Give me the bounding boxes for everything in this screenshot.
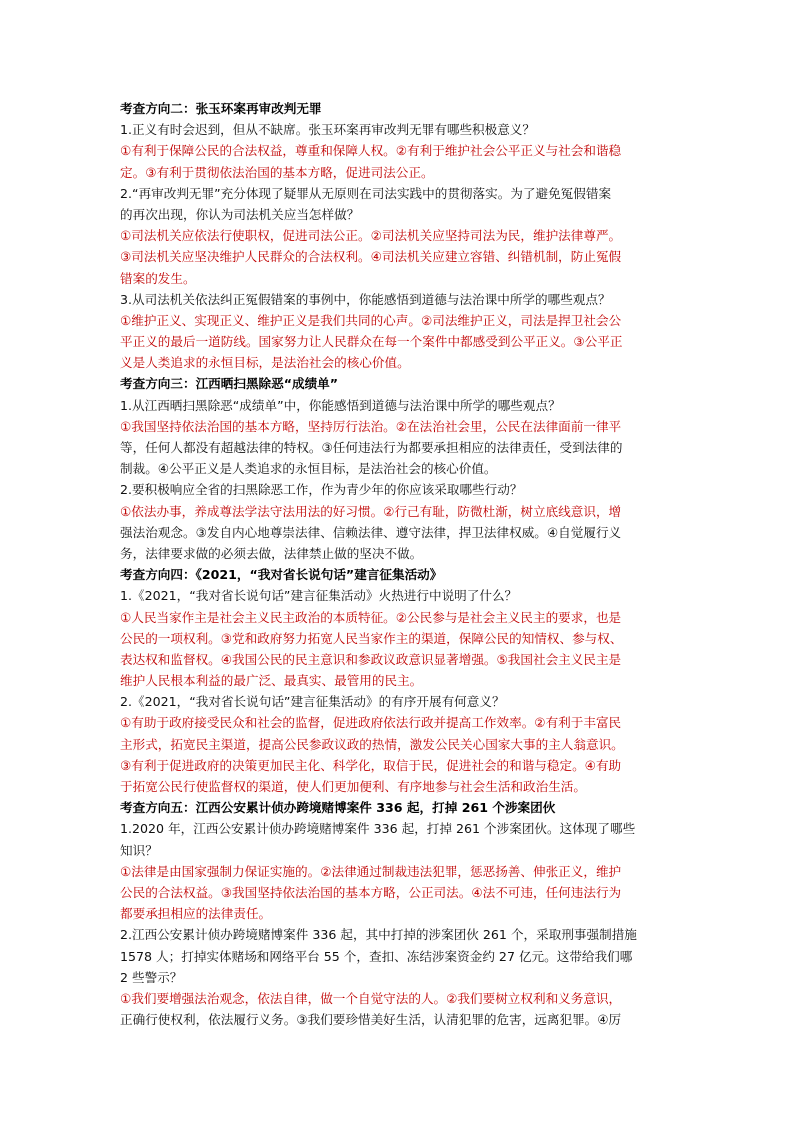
answer-text: 强法治观念。③发自内心地尊崇法律、信赖法律、遵守法律，捍卫法律权威。④自觉履行义 [120, 524, 622, 540]
question-text: 2.《2021，“我对省长说句话”建言征集活动》的有序开展有何意义？ [120, 694, 505, 710]
question-text: 3.从司法机关依法纠正冤假错案的事例中，你能感悟到道德与法治课中所学的哪些观点？ [120, 291, 611, 307]
document-body [120, 98, 650, 1030]
question-text: 知识？ [120, 842, 158, 858]
answer-text: ③有利于促进政府的决策更加民主化、科学化，取信于民，促进社会的和谐与稳定。④有助 [120, 757, 622, 773]
answer-text: 公民的一项权利。③党和政府努力拓宽人民当家作主的渠道，保障公民的知情权、参与权、 [120, 630, 623, 646]
question-text: 2.江西公安累计侦办跨境赌博案件 336 起，其中打掉的涉案团伙 261 个，采取刑事强制措施 [120, 927, 637, 943]
answer-text: ①人民当家作主是社会主义民主政治的本质特征。②公民参与是社会主义民主的要求，也是 [120, 609, 622, 625]
answer-text: 正确行使权利，依法履行义务。③我们要珍惜美好生活，认清犯罪的危害，远离犯罪。④厉 [120, 1012, 622, 1028]
answer-text: 平正义的最后一道防线。国家努力让人民群众在每一个案件中都感受到公平正义。③公平正 [120, 334, 623, 350]
answer-text: ③司法机关应坚决维护人民群众的合法权利。④司法机关应建立容错、纠错机制，防止冤假 [120, 249, 622, 265]
answer-text: 都要承担相应的法律责任。 [120, 906, 272, 922]
question-text: 1578 人；打掉实体赌场和网络平台 55 个，查扣、冻结涉案资金约 27 亿元。这带给我们哪 [120, 948, 633, 964]
answer-text: ①有利于保障公民的合法权益，尊重和保障人权。②有利于维护社会公平正义与社会和谐稳 [120, 143, 622, 159]
answer-text: ①司法机关应依法行使职权，促进司法公正。②司法机关应坚持司法为民，维护法律尊严。 [120, 228, 622, 244]
question-text: 2.要积极响应全省的扫黑除恶工作，作为青少年的你应该采取哪些行动？ [120, 482, 523, 498]
answer-text: ①我国坚持依法治国的基本方略，坚持厉行法治。②在法治社会里，公民在法律面前一律平 [120, 418, 622, 434]
answer-text: ①维护正义、实现正义、维护正义是我们共同的心声。②司法维护正义，司法是捍卫社会公 [120, 312, 622, 328]
question-text: 1.《2021，“我对省长说句话”建言征集活动》火热进行中说明了什么？ [120, 588, 518, 604]
question-text: 的再次出现，你认为司法机关应当怎样做？ [120, 206, 360, 222]
question-text: 1.正义有时会迟到，但从不缺席。张玉环案再审改判无罪有哪些积极意义？ [120, 122, 536, 138]
section-heading: 考查方向三：江西晒扫黑除恶“成绩单” [120, 376, 339, 392]
answer-text: 制裁。④公平正义是人类追求的永恒目标，是法治社会的核心价值。 [120, 461, 497, 477]
question-text: 1.从江西晒扫黑除恶“成绩单”中，你能感悟到道德与法治课中所学的哪些观点？ [120, 397, 561, 413]
section-heading: 考查方向四：《2021，“我对省长说句话”建言征集活动》 [120, 567, 443, 583]
answer-text: 公民的合法权益。③我国坚持依法治国的基本方略，公正司法。④法不可违，任何违法行为 [120, 884, 622, 900]
section-heading: 考查方向二：张玉环案再审改判无罪 [120, 101, 322, 116]
question-text: 2.“再审改判无罪”充分体现了疑罪从无原则在司法实践中的贯彻落实。为了避免冤假错案 [120, 185, 612, 201]
answer-text: 等，任何人都没有超越法律的特权。③任何违法行为都要承担相应的法律责任，受到法律的 [120, 440, 623, 455]
answer-text: 于拓宽公民行使监督权的渠道，使人们更加便利、有序地参与社会生活和政治生活。 [120, 779, 586, 794]
answer-text: 维护人民根本利益的最广泛、最真实、最管用的民主。 [120, 673, 423, 689]
answer-text: 表达权和监督权。④我国公民的民主意识和参政议政意识显著增强。⑤我国社会主义民主是 [120, 651, 622, 667]
answer-text: ①有助于政府接受民众和社会的监督，促进政府依法行政并提高工作效率。②有利于丰富民 [120, 715, 622, 731]
answer-text: 主形式，拓宽民主渠道，提高公民参政议政的热情，激发公民关心国家大事的主人翁意识。 [120, 736, 624, 752]
question-text: 1.2020 年，江西公安累计侦办跨境赌博案件 336 起，打掉 261 个涉案团伙。这体现了哪些 [120, 821, 636, 837]
answer-text: 务，法律要求做的必须去做，法律禁止做的坚决不做。 [120, 545, 423, 561]
answer-text: ①我们要增强法治观念，依法自律，做一个自觉守法的人。②我们要树立权利和义务意识， [120, 990, 622, 1006]
section-heading: 考查方向五：江西公安累计侦办跨境赌博案件 336 起，打掉 261 个涉案团伙 [120, 800, 556, 816]
answer-text: 错案的发生。 [120, 270, 196, 286]
answer-text: ①依法办事，养成尊法学法守法用法的好习惯。②行己有耻，防微杜渐，树立底线意识，增 [120, 503, 622, 519]
answer-text: 义是人类追求的永恒目标，是法治社会的核心价值。 [120, 355, 410, 371]
question-text: 2 些警示？ [120, 969, 183, 985]
answer-text: ①法律是由国家强制力保证实施的。②法律通过制裁违法犯罪，惩恶扬善、伸张正义，维护 [120, 863, 622, 879]
answer-text: 定。③有利于贯彻依法治国的基本方略，促进司法公正。 [120, 164, 434, 180]
